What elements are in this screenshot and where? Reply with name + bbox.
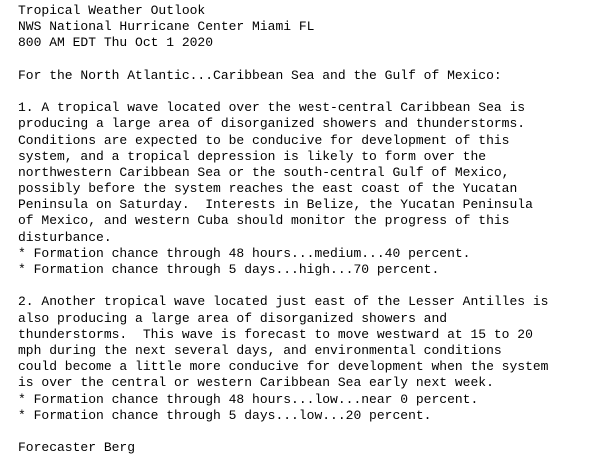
formation-chance-5d: * Formation chance through 5 days...high...70 percent. [18,262,440,277]
product-title: Tropical Weather Outlook [18,3,206,18]
disturbance-text-line: possibly before the system reaches the east coast of the Yucatan [18,181,518,197]
spacer [18,278,601,294]
disturbance-text-line: mph during the next several days, and environmental conditions [18,342,502,358]
formation-chance-48h: * Formation chance through 48 hours...low...near 0 percent. [18,391,479,407]
disturbance-text-line: Peninsula on Saturday. Interests in Belize, the Yucatan Peninsula [18,197,533,213]
disturbance-2 [18,294,601,424]
disturbance-text-line: 1. A tropical wave located over the west-central Caribbean Sea is [18,100,526,116]
spacer [18,52,601,68]
issuing-office: NWS National Hurricane Center Miami FL [18,19,315,35]
disturbance-text-line: system, and a tropical depression is likely to form over the [18,148,487,164]
formation-chance-48h: * Formation chance through 48 hours...medium...40 percent. [18,245,471,261]
disturbance-text-line: Conditions are expected to be conducive for development of this [18,132,510,148]
forecaster-signature: Forecaster Berg [18,440,136,456]
disturbance-text-line: 2. Another tropical wave located just east of the Lesser Antilles is [18,294,549,310]
disturbance-text-line: disturbance. [18,229,112,245]
spacer [18,84,601,100]
disturbance-text-line: thunderstorms. This wave is forecast to move westward at 15 to 20 [18,326,533,342]
disturbance-text-line: is over the central or western Caribbean Sea early next week. [18,375,494,391]
disturbance-text-line: could become a little more conducive for development when the system [18,359,549,375]
region-heading: For the North Atlantic...Caribbean Sea and the Gulf of Mexico: [18,67,502,83]
disturbance-text-line: of Mexico, and western Cuba should monitor the progress of this [18,213,510,229]
disturbance-text-line: also producing a large area of disorganized showers and [18,310,448,326]
formation-chance-5d: * Formation chance through 5 days...low...20 percent. [18,407,432,423]
disturbance-text-line: northwestern Caribbean Sea or the south-central Gulf of Mexico, [18,164,510,180]
disturbance-1 [18,100,601,278]
disturbance-text-line: producing a large area of disorganized showers and thunderstorms. [18,116,526,132]
issue-time: 800 AM EDT Thu Oct 1 2020 [18,35,214,51]
spacer [18,424,601,440]
